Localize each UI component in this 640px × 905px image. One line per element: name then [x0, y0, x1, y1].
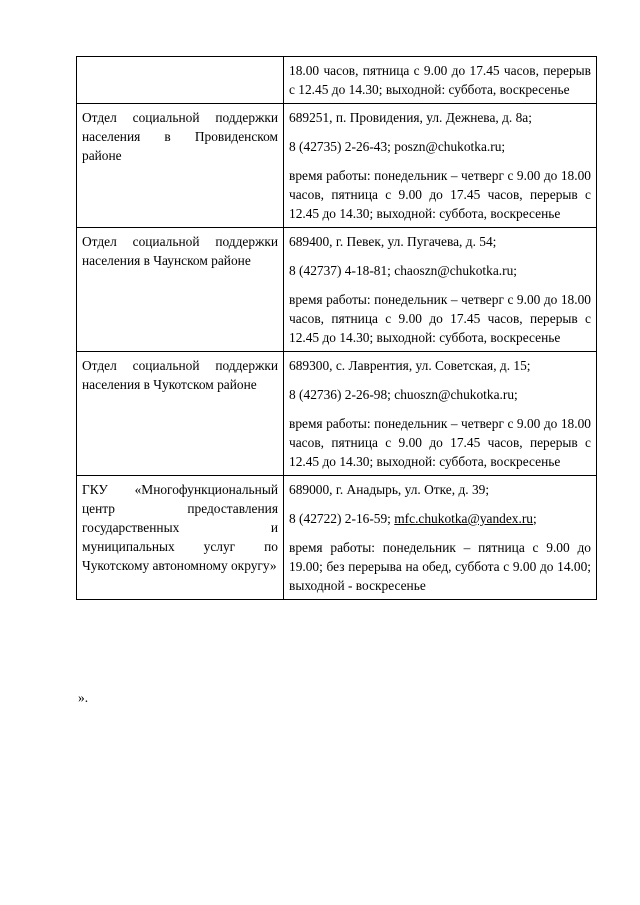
- phone-suffix: ;: [533, 511, 537, 526]
- office-name-cell: [77, 476, 284, 600]
- office-address: 689000, г. Анадырь, ул. Отке, д. 39;: [289, 482, 490, 497]
- office-phone-email: 8 (42737) 4-18-81; chaoszn@chukotka.ru;: [289, 263, 518, 278]
- office-name-cell: [77, 228, 284, 352]
- office-address: 689300, с. Лаврентия, ул. Советская, д. 15;: [289, 358, 531, 373]
- working-hours: время работы: понедельник – четверг с 9.00 до 18.00 часов, пятница с 9.00 до 17.45 часов, перерыв с 12.45 до 14.30; выходной: суббота, воскресенье: [289, 416, 591, 469]
- office-name: Отдел социальной поддержки населения в Провиденском районе: [82, 110, 278, 163]
- closing-quote: ».: [78, 690, 89, 705]
- office-phone-email: [289, 509, 591, 528]
- office-contacts-cell: [284, 57, 597, 104]
- working-hours: 18.00 часов, пятница с 9.00 до 17.45 часов, перерыв с 12.45 до 14.30; выходной: суббота, воскресенье: [289, 63, 591, 97]
- office-phone-email: 8 (42736) 2-26-98; chuoszn@chukotka.ru;: [289, 387, 518, 402]
- office-name-cell: [77, 104, 284, 228]
- table-row: [77, 476, 597, 600]
- office-name: Отдел социальной поддержки населения в Чукотском районе: [82, 358, 278, 392]
- office-contacts-cell: [284, 104, 597, 228]
- office-contacts-cell: [284, 228, 597, 352]
- table-row: [77, 228, 597, 352]
- office-contacts-cell: [284, 352, 597, 476]
- office-phone: 8 (42722) 2-16-59;: [289, 511, 395, 526]
- office-contacts-cell: [284, 476, 597, 600]
- table-row: [77, 57, 597, 104]
- contacts-table: [76, 56, 597, 600]
- working-hours: время работы: понедельник – четверг с 9.00 до 18.00 часов, пятница с 9.00 до 17.45 часов, перерыв с 12.45 до 14.30; выходной: суббота, воскресенье: [289, 292, 591, 345]
- office-name-cell: [77, 352, 284, 476]
- office-name: ГКУ «Многофункциональный центр предоставления государственных и муниципальных услуг по Чукотскому автономному округу»: [82, 482, 278, 573]
- working-hours: время работы: понедельник – четверг с 9.00 до 18.00 часов, пятница с 9.00 до 17.45 часов, перерыв с 12.45 до 14.30; выходной: суббота, воскресенье: [289, 168, 591, 221]
- office-address: 689251, п. Провидения, ул. Дежнева, д. 8а;: [289, 110, 532, 125]
- office-address: 689400, г. Певек, ул. Пугачева, д. 54;: [289, 234, 497, 249]
- office-name-cell: [77, 57, 284, 104]
- office-phone-email: 8 (42735) 2-26-43; poszn@chukotka.ru;: [289, 139, 506, 154]
- working-hours: время работы: понедельник – пятница с 9.00 до 19.00; без перерыва на обед, суббота с 9.00 до 14.00; выходной - воскресенье: [289, 540, 591, 593]
- office-name: Отдел социальной поддержки населения в Чаунском районе: [82, 234, 278, 268]
- table-row: [77, 104, 597, 228]
- email-link[interactable]: mfc.chukotka@yandex.ru: [394, 511, 534, 526]
- table-row: [77, 352, 597, 476]
